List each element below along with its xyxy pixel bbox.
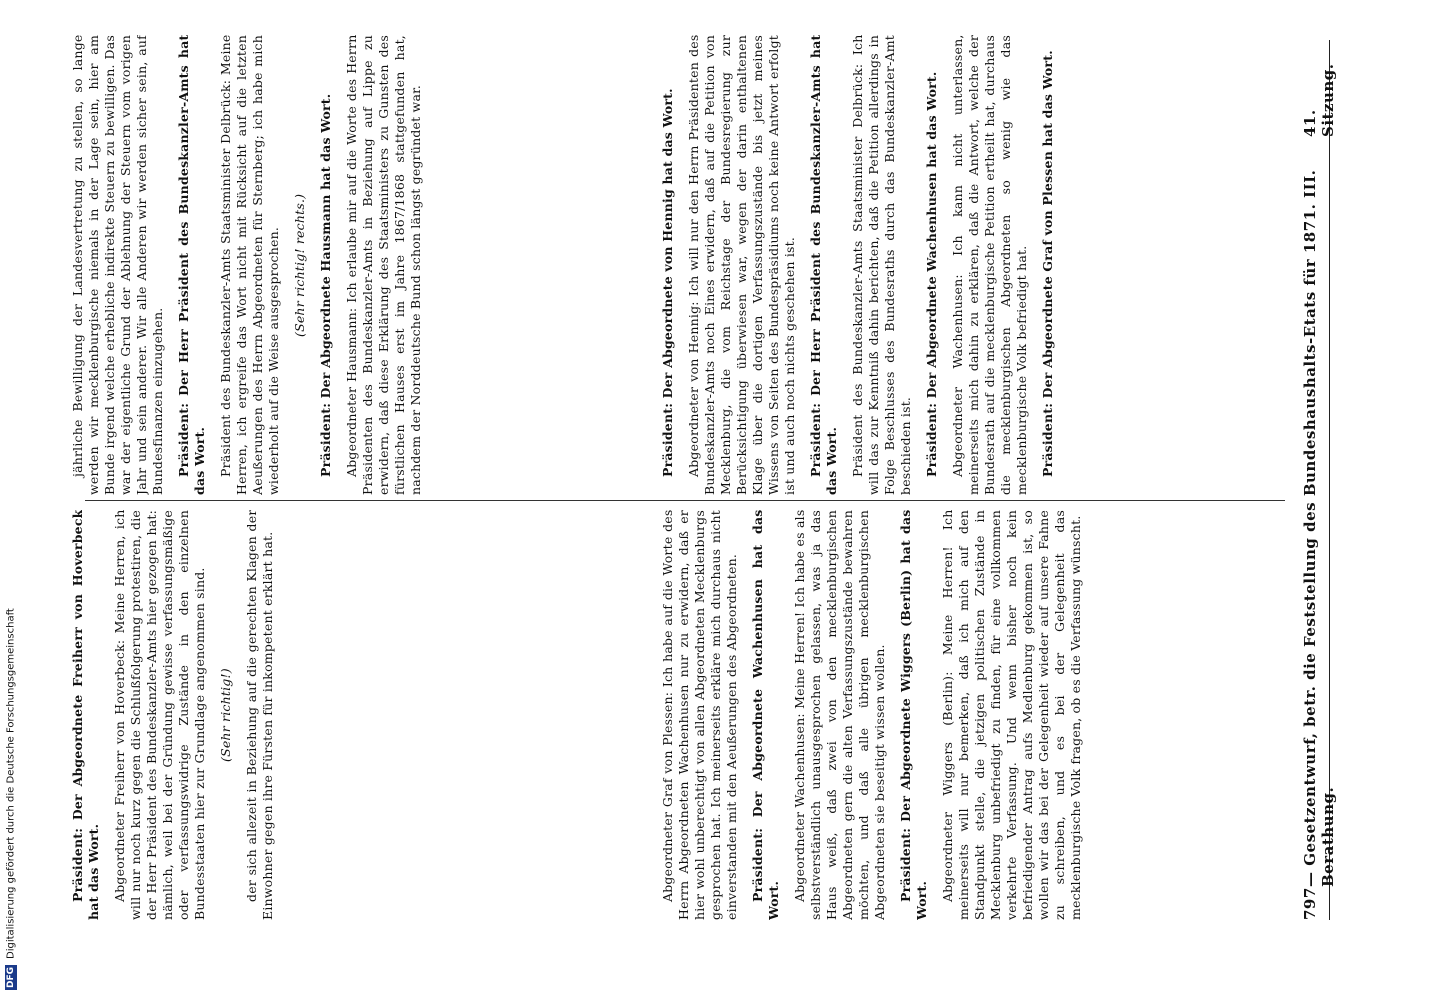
page-number: 797 — [1301, 887, 1319, 920]
paragraph: Präsident: Der Abgeordnete Hausmann hat das Wort. — [318, 94, 333, 478]
paragraph: Präsident: Der Herr Präsident des Bundeskanzler-Amts hat das Wort. — [808, 35, 839, 495]
dfg-credit-text: Digitalisierung gefördert durch die Deutsche Forschungsgemeinschaft — [5, 608, 17, 959]
column-lower-right — [660, 510, 1275, 920]
paragraph: (Sehr richtig! rechts.) — [292, 193, 307, 337]
paragraph: Abgeordneter Graf von Plessen: Ich habe auf die Worte des Herrn Abgeordneten Wachenhusen nur zu erwidern, daß er hier wohl unberechtigt von allen Abgeordneten Mecklenburgs gesprochen hat. Ich meinerseits erkläre mich durchaus nicht einverstanden mit den Aeußerungen des Abgeordneten. — [660, 510, 739, 920]
page-sheet — [70, 15, 1337, 920]
paragraph: Präsident: Der Abgeordnete Freiherr von Hoverbeck hat das Wort. — [70, 510, 101, 920]
paragraph: Präsident: Der Herr Präsident des Bundeskanzler-Amts hat das Wort. — [176, 35, 207, 495]
dfg-footer — [0, 0, 22, 1000]
header-topic: — Gesetzentwurf, betr. die Feststellung des Bundeshaushalts-Etats für 1871. III. Berathung. — [1301, 169, 1337, 888]
paragraph: jährliche Bewilligung der Landesvertretung zu stellen, so lange werden wir mecklenburgische niemals in der Lage sein, hier am Bunde irgend welche erhebliche indirekte Steuern zu bewilligen. Das war der eigentliche Grund der Ablehnung der Steuern vom vorigen Jahr und sein anderer. Wir alle Anderen wir werden sicher sein, auf Bundesfinanzen einzugehen. — [70, 35, 165, 495]
paragraph: Abgeordneter Wachenhusen: Meine Herren! Ich habe es als selbstverständlich unausgesprochen gelassen, was ja das Haus weiß, daß zwei von den mecklenburgischen Abgeordneten gern die alten Verfassungszustände bewahren möchten, und daß alle übrigen mecklenburgischen Abgeordneten sie beseitigt wissen wollen. — [792, 510, 887, 920]
column-upper-right — [660, 35, 1275, 495]
paragraph: Abgeordneter Freiherr von Hoverbeck: Meine Herren, ich will nur noch kurz gegen die Schlußfolgerung protestiren, die der Herr Präsident des Bundeskanzler-Amts hier gezogen hat: nämlich, weil bei der Gründung gewisse verfassungsmäßige oder verfassungswidrige Zustände in den einzelnen Bundesstaaten hier zur Grundlage angenommen sind. — [112, 510, 207, 920]
column-upper-left — [70, 35, 630, 495]
column-lower-left — [70, 510, 630, 920]
paragraph: Präsident: Der Abgeordnete Wachenhusen hat das Wort. — [924, 72, 939, 478]
paragraph: Abgeordneter von Hennig: Ich will nur den Herrn Präsidenten des Bundeskanzler-Amts noch Eines erwidern, daß auf die Petition von Mecklenburg, die vom Reichstage der Bundesregierung zur Berücksichtigung überwiesen war, wegen der darin enthaltenen Klage über die dortigen Verfassungszustände bis jetzt meines Wissens von Seiten des Bundespräsidiums noch keine Antwort erfolgt ist und auch noch nichts geschehen ist. — [686, 35, 797, 495]
paragraph: Abgeordneter Wiggers (Berlin): Meine Herren! Ich meinerseits will nur bemerken, daß ich mich auf den Standpunkt stelle, die jetzigen politischen Zustände in Mecklenburg unbefriedigt zu finden, für eine vollkommen verkehrte Verfassung. Und wenn bisher noch kein befriedigender Antrag aufs Medlenburg gekommen ist, so wollen wir das bei der Gelegenheit wieder auf unsere Fahne zu schreiben, und es bei der Gelegenheit das mecklenburgische Volk fragen, ob es die Verfassung wünscht. — [940, 510, 1083, 920]
paragraph: (Sehr richtig!) — [218, 668, 233, 762]
column-divider — [85, 500, 1285, 501]
paragraph: Abgeordneter Hausmann: Ich erlaube mir auf die Worte des Herrn Präsidenten des Bundeskanzler-Amts in Beziehung auf Lippe zu erwidern, daß diese Erklärung des Staatsministers zu Gunsten des fürstlichen Hauses erst im Jahre 1867/1868 stattgefunden hat, nachdem der Norddeutsche Bund schon längst gegründet war. — [344, 35, 423, 495]
paragraph: der sich allezeit in Beziehung auf die gerechten Klagen der Einwohner gegen ihre Fürsten für inkompetent erklärt hat. — [244, 510, 275, 920]
page-header — [1301, 40, 1337, 920]
session-title: 41. Sitzung. — [1301, 63, 1337, 138]
paragraph: Präsident: Der Abgeordnete Graf von Plessen hat das Wort. — [1040, 50, 1055, 478]
paragraph: Präsident des Bundeskanzler-Amts Staatsminister Delbrück: Meine Herren, ich ergreife das Wort nicht mit Rücksicht auf die letzten Aeußerungen des Herrn Abgeordneten für Sternberg; ich habe mich wiederholt auf die Weise ausgesprochen. — [218, 35, 281, 495]
paragraph: Präsident: Der Abgeordnete Wiggers (Berlin) hat das Wort. — [898, 510, 929, 920]
paragraph: Präsident: Der Abgeordnete Wachenhusen hat das Wort. — [750, 510, 781, 920]
paragraph: Präsident des Bundeskanzler-Amts Staatsminister Delbrück: Ich will das zur Kenntniß dahin berichten, daß die Petition allerdings in Folge Beschlusses des Bundesraths durch das Bundeskanzler-Amt beschieden ist. — [850, 35, 913, 495]
paragraph: Präsident: Der Abgeordnete von Hennig hat das Wort. — [660, 88, 675, 478]
paragraph: Abgeordneter Wachenhusen: Ich kann nicht unterlassen, meinerseits mich dahin zu erklären, daß die Antwort, welche der Bundesrath auf die mecklenburgische Petition ertheilt hat, durchaus die mecklenburgischen Abgeordneten so wenig wie das mecklenburgische Volk befriedigt hat. — [950, 35, 1029, 495]
dfg-logo: DFG — [6, 966, 16, 988]
